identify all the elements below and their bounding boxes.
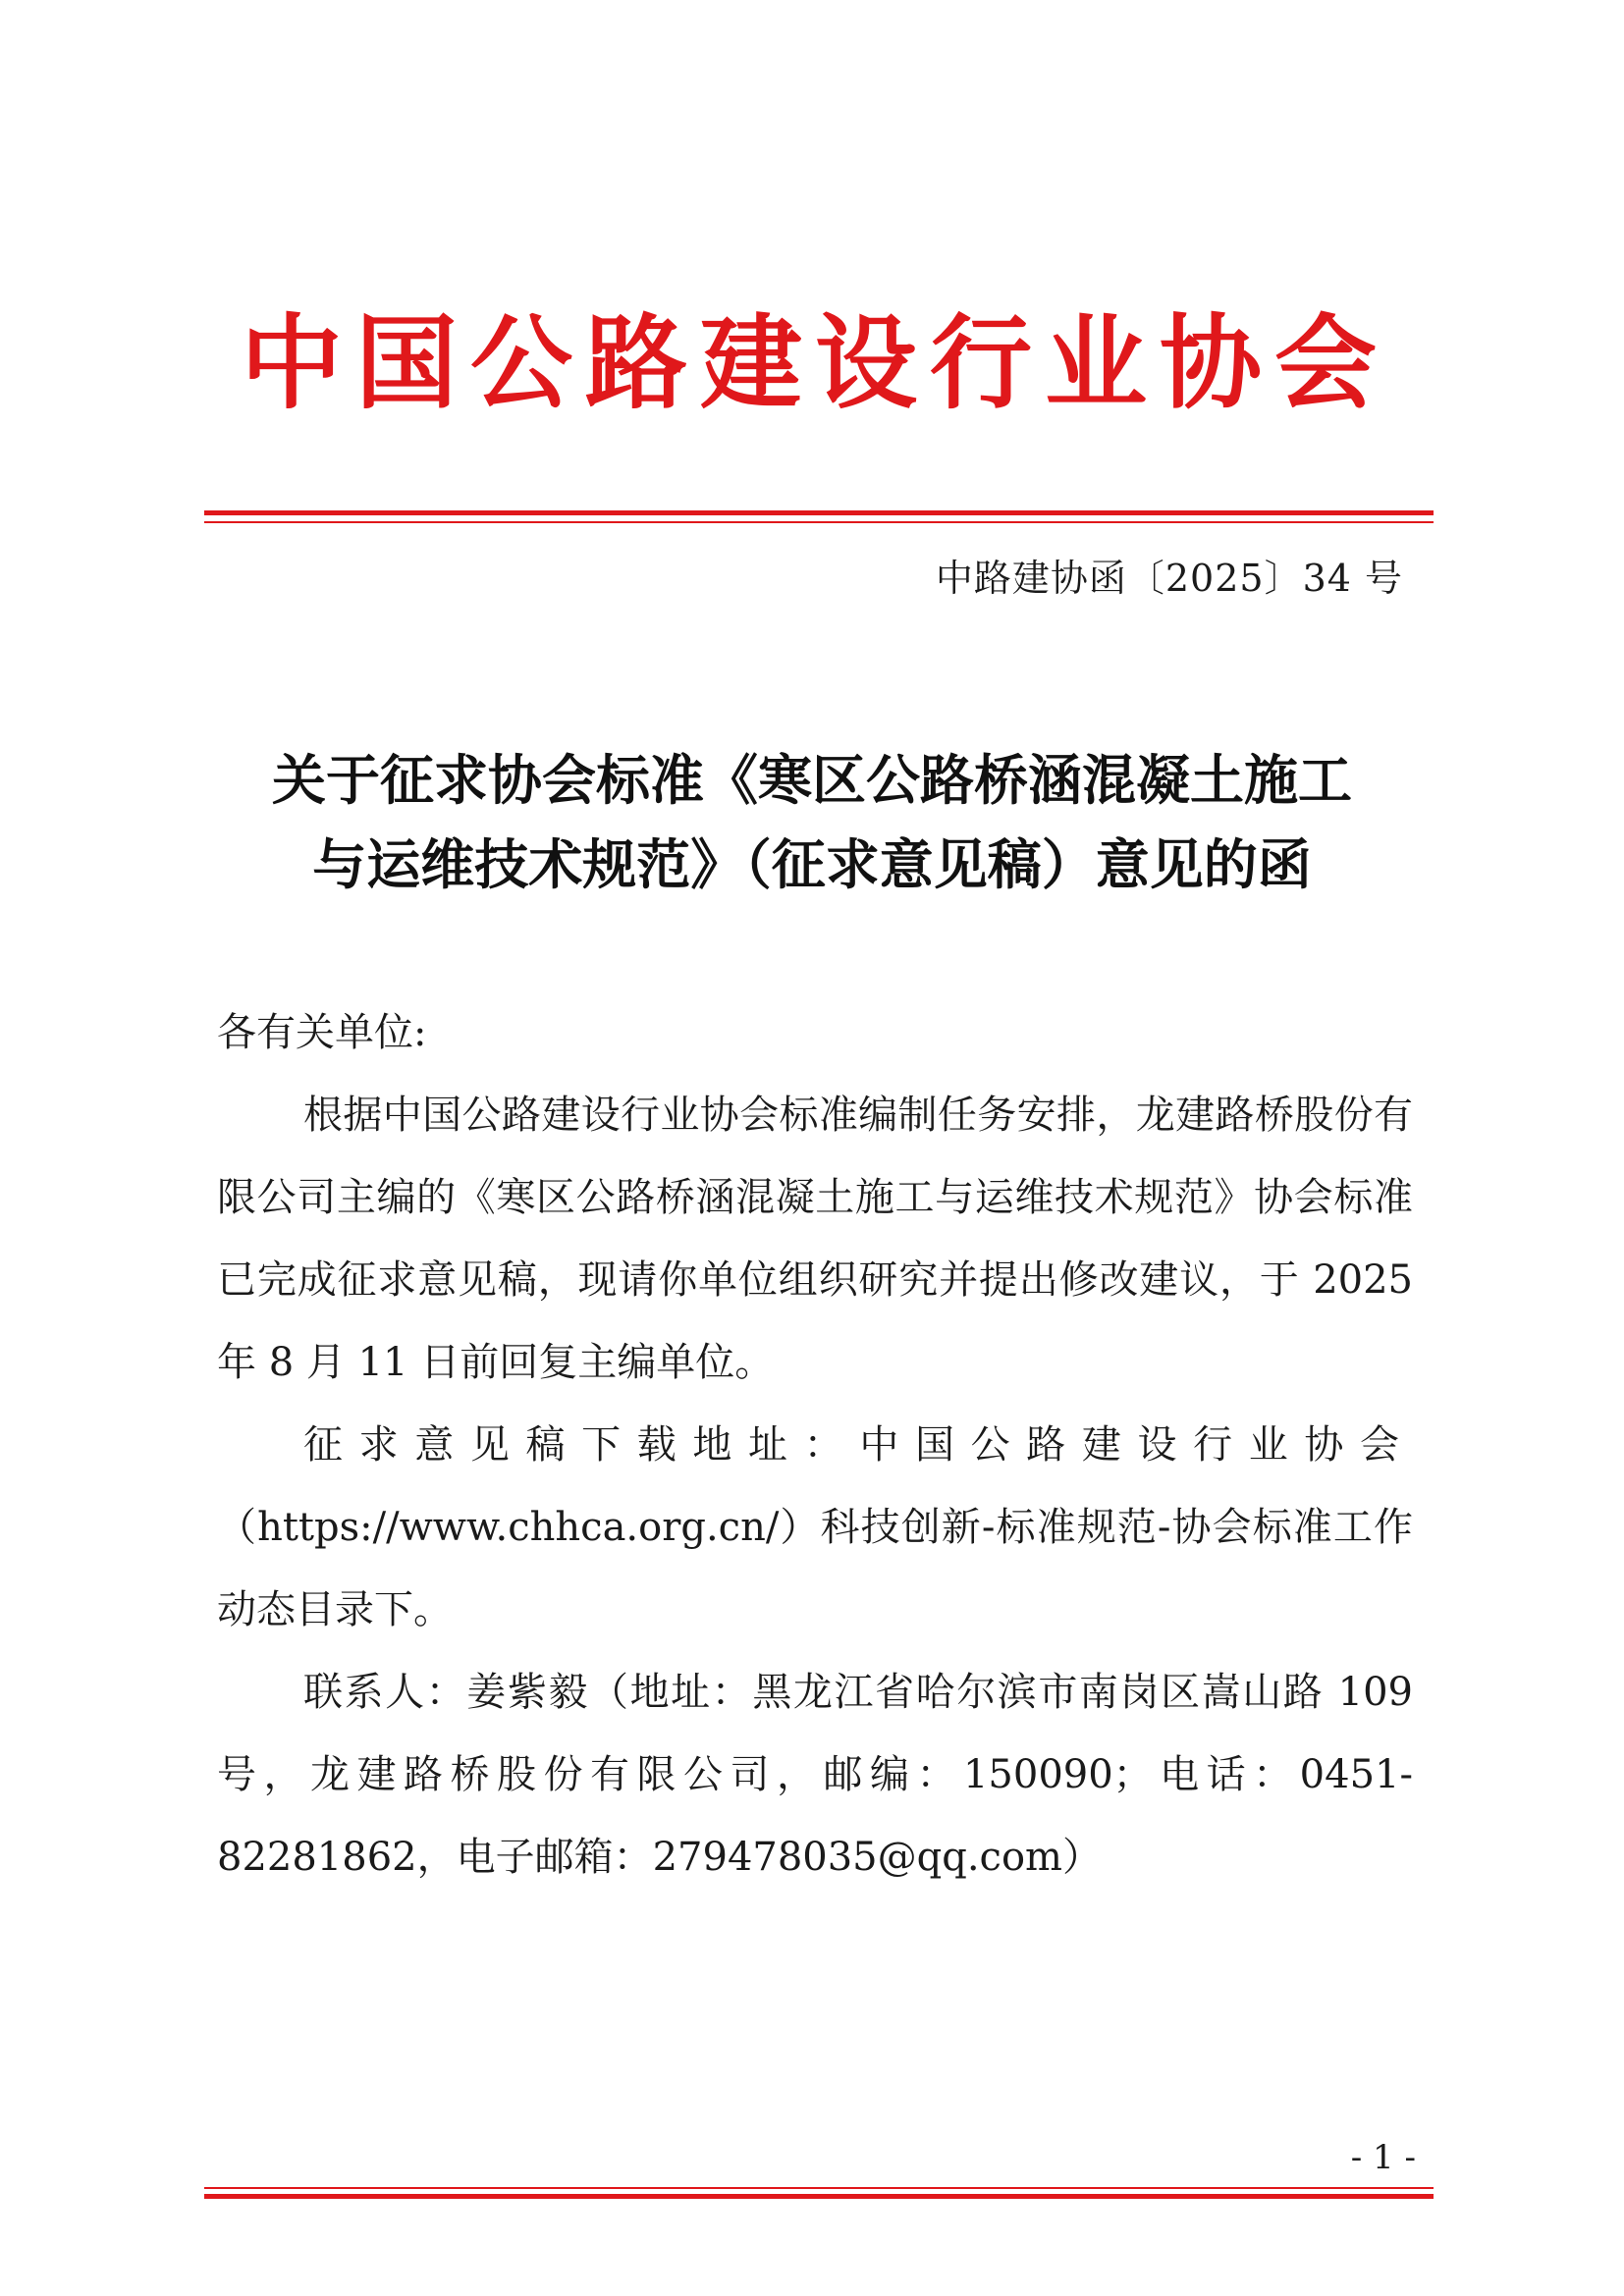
paragraph-request: 根据中国公路建设行业协会标准编制任务安排，龙建路桥股份有限公司主编的《寒区公路桥涵混凝土施工与运维技术规范》协会标准已完成征求意见稿，现请你单位组织研究并提出修改建议，于 2025 年 8 月 11 日前回复主编单位。: [217, 1093, 1413, 1385]
letterhead-rule-thick: [204, 510, 1434, 515]
paragraph-contact: 联系人：姜紫毅（地址：黑龙江省哈尔滨市南岗区嵩山路 109 号，龙建路桥股份有限公司，邮编：150090；电话：0451-82281862，电子邮箱：279478035@qq.com）: [217, 1670, 1413, 1880]
letterhead-title: 中国公路建设行业协会: [240, 303, 1389, 423]
download-url-and-path: （https://www.chhca.org.cn/）科技创新-标准规范-协会标准工作动态目录下。: [217, 1505, 1413, 1632]
footer-rule-thick: [204, 2194, 1434, 2199]
title-line-2: 与运维技术规范》（征求意见稿）意见的函: [312, 832, 1312, 896]
letter-body: [217, 991, 1413, 1898]
document-number: 中路建协函〔2025〕34 号: [935, 557, 1403, 600]
document-title: [196, 738, 1428, 907]
page-number: - 1 -: [1350, 2138, 1416, 2177]
salutation: 各有关单位:: [217, 1010, 427, 1055]
paragraph-download: [217, 1404, 1413, 1651]
download-lead: 征求意见稿下载地址：中国公路建设行业协会: [303, 1422, 1413, 1468]
letterhead-rule-thin: [204, 521, 1434, 523]
footer-rule-thin: [204, 2187, 1434, 2189]
title-line-1: 关于征求协会标准《寒区公路桥涵混凝土施工: [271, 748, 1352, 812]
